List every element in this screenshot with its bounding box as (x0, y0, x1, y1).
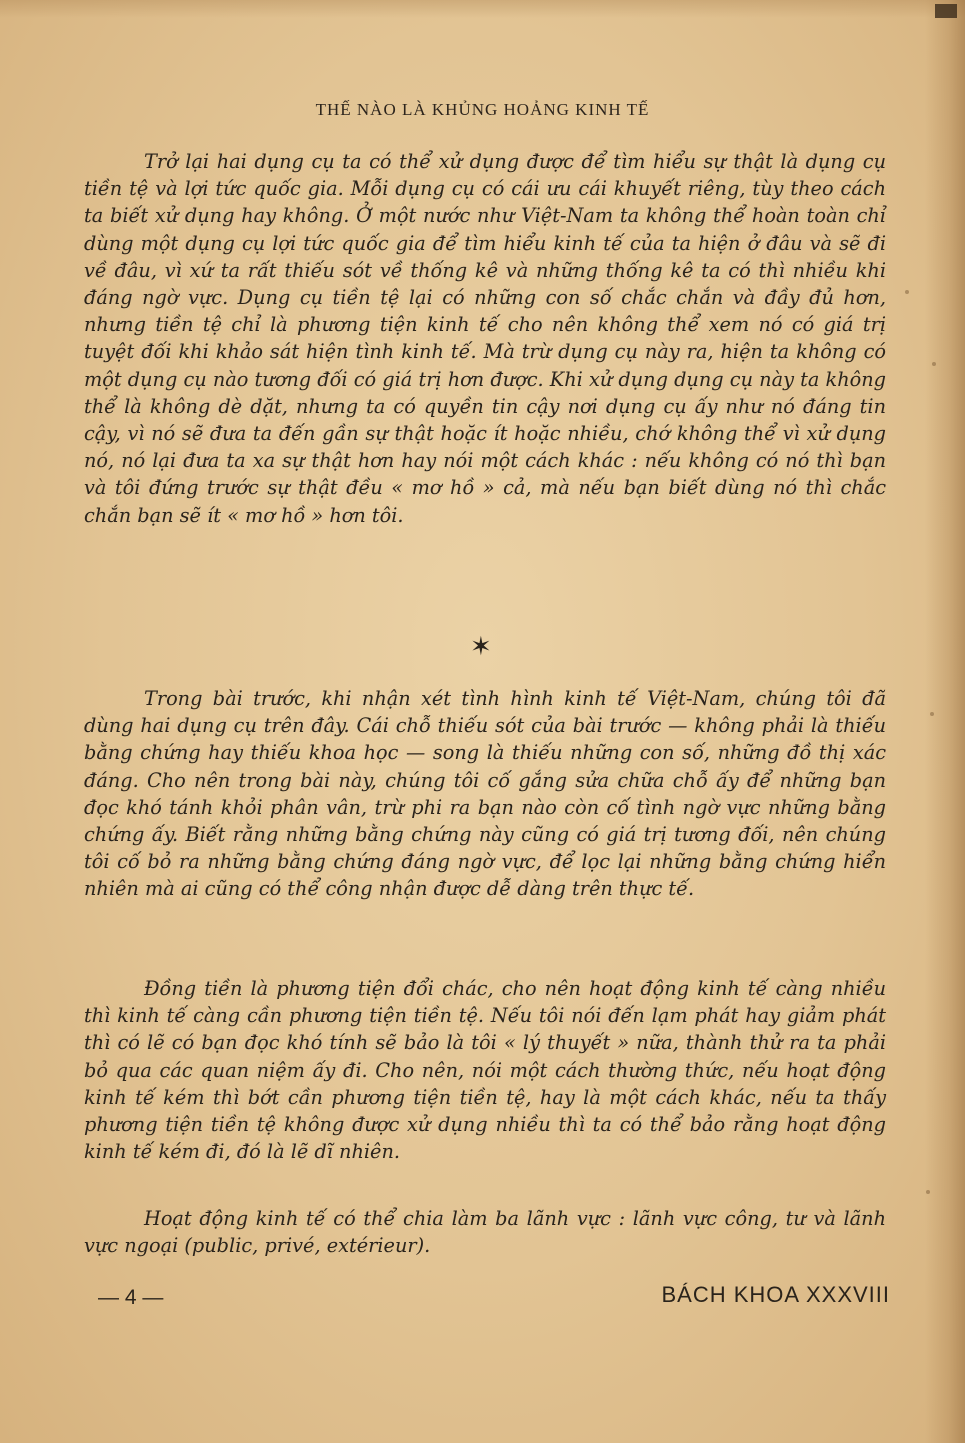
paragraph-3 (84, 975, 886, 1165)
paragraph-1 (84, 148, 886, 529)
page-number: — 4 — (98, 1286, 164, 1309)
section-separator-star: ✶ (470, 632, 492, 662)
publication-name: BÁCH KHOA XXXVIII (661, 1282, 890, 1307)
paragraph-text: Trong bài trước, khi nhận xét tình hình kinh tế Việt-Nam, chúng tôi đã dùng hai dụng cụ trên đây. Cái chỗ thiếu sót của bài trước — không phải là thiếu bằng chứng hay thiếu khoa học — song là thiếu những con số, những đồ thị xác đáng. Cho nên trong bài này, chúng tôi cố gắng sửa chữa chỗ ấy để những bạn đọc khó tánh khỏi phân vân, trừ phi ra bạn nào còn cố tình ngờ vực những bằng chứng ấy. Biết rằng những bằng chứng này cũng có giá trị tương đối, nên chúng tôi cố bỏ ra những bằng chứng đáng ngờ vực, để lọc lại những bằng chứng hiển nhiên mà ai cũng có thể công nhận được dễ dàng trên thực tế. (84, 687, 886, 901)
paper-speck (905, 290, 909, 294)
page-edge-right (925, 0, 965, 1443)
corner-mark (935, 4, 957, 18)
paragraph-text: Đồng tiền là phương tiện đổi chác, cho nên hoạt động kinh tế càng nhiều thì kinh tế càng cần phương tiện tiền tệ. Nếu tôi nói đến lạm phát hay giảm phát thì có lẽ có bạn đọc khó tính sẽ bảo là tôi « lý thuyết » nữa, thành thử ra ta phải bỏ qua các quan niệm ấy đi. Cho nên, nói một cách thường thức, nếu hoạt động kinh tế kém thì bớt cần phương tiện tiền tệ, hay là một cách khác, nếu ta thấy phương tiện tiền tệ không được xử dụng nhiều thì ta có thể bảo rằng hoạt động kinh tế kém đi, đó là lẽ dĩ nhiên. (84, 977, 886, 1164)
paragraph-text: Trở lại hai dụng cụ ta có thể xử dụng được để tìm hiểu sự thật là dụng cụ tiền tệ và lợi tức quốc gia. Mỗi dụng cụ có cái ưu cái khuyết riêng, tùy theo cách ta biết xử dụng hay không. Ở một nước như Việt-Nam ta không thể hoàn toàn chỉ dùng một dụng cụ lợi tức quốc gia để tìm hiểu kinh tế của ta hiện ở đâu và sẽ đi về đâu, vì xứ ta rất thiếu sót về thống kê và những thống kê ta có thì nhiều khi đáng ngờ vực. Dụng cụ tiền tệ lại có những con số chắc chắn và đầy đủ hơn, nhưng tiền tệ chỉ là phương tiện kinh tế cho nên không thể xem nó có giá trị tuyệt đối khi khảo sát hiện tình kinh tế. Mà trừ dụng cụ này ra, hiện ta không có một dụng cụ nào tương đối có giá trị hơn được. Khi xử dụng dụng cụ này ta không thể là không dè dặt, nhưng ta có quyền tin cậy nơi dụng cụ ấy như nó đáng tin cậy, vì nó sẽ đưa ta đến gần sự thật hoặc ít hoặc nhiều, chớ không thể vì xử dụng nó, nó lại đưa ta xa sự thật hơn hay nói một cách khác : nếu không có nó thì bạn và tôi đứng trước sự thật đều « mơ hồ » cả, mà nếu bạn biết dùng nó thì chắc chắn bạn sẽ ít « mơ hồ » hơn tôi. (84, 150, 886, 527)
paper-speck (930, 712, 934, 716)
running-title: THẾ NÀO LÀ KHỦNG HOẢNG KINH TẾ (315, 100, 650, 119)
paper-speck (932, 362, 936, 366)
page-edge-top (0, 0, 965, 18)
paragraph-2 (84, 685, 886, 903)
paragraph-4 (84, 1205, 886, 1259)
paragraph-text: Hoạt động kinh tế có thể chia làm ba lãnh vực : lãnh vực công, tư và lãnh vực ngoại (public, privé, extérieur). (84, 1207, 886, 1258)
paper-speck (926, 1190, 930, 1194)
